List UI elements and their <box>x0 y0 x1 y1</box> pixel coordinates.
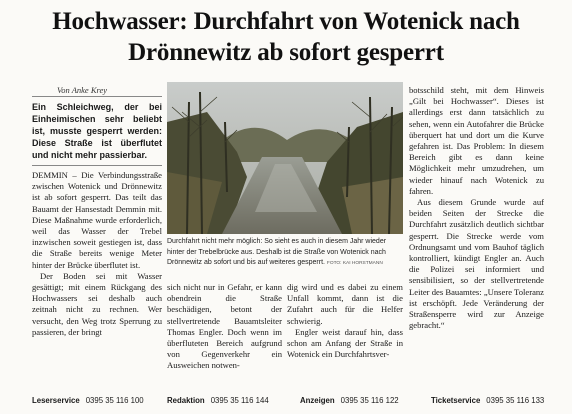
footer-label: Anzeigen <box>300 396 335 405</box>
footer-item-ticketservice <box>431 396 544 405</box>
flooded-road-illustration <box>167 82 403 234</box>
paragraph: DEMMIN – Die Verbindungsstraße zwischen Wotenick und Drönnewitz ist ab sofort gesperrt. Das teilt das Bauamt der Hansestadt Demmin mit. Diese Maßnahme wurde erforderlich, weil das Wasser der Trebel inzwischen soweit gestiegen ist, dass die Straße bereits wenige Meter hinter der Brücke überflutet ist. <box>32 170 162 270</box>
footer-number: 0395 35 116 144 <box>210 396 269 405</box>
paragraph: Engler weist darauf hin, dass schon am Anfang der Straße in Wotenick ein Durchfahrtsver- <box>287 326 403 360</box>
article-column-3 <box>287 282 403 360</box>
byline: Von Anke Krey <box>57 85 108 95</box>
lead-paragraph: Ein Schleichweg, der bei Einheimischen sehr beliebt ist, musste gesperrt werden: Diese Straße ist überflutet und nicht mehr passierbar. <box>32 102 162 160</box>
footer-label: Ticketservice <box>431 396 481 405</box>
photo-credit: FOTO: KAI HORSTMANN <box>326 261 383 266</box>
photo-caption <box>167 237 403 270</box>
paragraph: Aus diesem Grunde wurde auf beiden Seiten der Strecke die Durchfahrt zusätzlich deutlich sichtbar gesperrt. Die Strecke werde vom Ordnungsamt und vom Bauhof täglich kontrolliert, kündigt Engler an. Auch die Polizei sei informiert und sensibilisiert, so der stellvertretende Leiter des Bauamtes: „Unsere Toleranz ist erschöpft. Jede Veränderung der Straßensperre wird zur Anzeige gebracht.“ <box>409 197 544 331</box>
footer-item-anzeigen <box>300 396 399 405</box>
footer-item-redaktion <box>167 396 269 405</box>
paragraph: Der Boden sei mit Wasser gesättigt; mit einem Rückgang des Hochwassers sei deshalb auch zeitnah nicht zu rechnen. Wer versucht, den Weg trotz Sperrung zu passieren, der bringt <box>32 270 162 337</box>
service-footer <box>0 390 572 414</box>
article-column-1 <box>32 170 162 338</box>
footer-label: Leserservice <box>32 396 80 405</box>
headline <box>0 6 572 68</box>
divider <box>32 165 162 166</box>
headline-line-1: Hochwasser: Durchfahrt von Wotenick nach <box>52 8 520 35</box>
article-column-2 <box>167 282 282 372</box>
caption-text: Durchfahrt nicht mehr möglich: So sieht es auch in diesem Jahr wieder hinter der Trebelbrücke aus. Deshalb ist die Straße von Wotenick nach Drönnewitz ab sofort und bis auf weiteres gesperrt. <box>167 238 387 266</box>
footer-item-leserservice <box>32 396 144 405</box>
footer-number: 0395 35 116 100 <box>85 396 144 405</box>
footer-number: 0395 35 116 133 <box>486 396 545 405</box>
footer-label: Redaktion <box>167 396 205 405</box>
divider <box>32 96 162 97</box>
paragraph: sich nicht nur in Gefahr, er kann obendrein die Straße beschädigen, betont der stellvertretende Bauamtsleiter Thomas Engler. Doch wenn im überfluteten Bereich aufgrund von Gegenverkehr ein Ausweichen notwen- <box>167 282 282 371</box>
footer-number: 0395 35 116 122 <box>340 396 399 405</box>
flooded-road-photo <box>167 82 403 234</box>
paragraph: botsschild steht, mit dem Hinweis „Gilt bei Hochwasser“. Dieses ist allerdings erst dann tatsächlich zu sehen, wenn ein Autofahrer die Brücke überquert hat und dort um die Kurve gefahren ist. Das Problem: In diesem Bereich gibt es dann keine Möglichkeit mehr umzudrehen, um wieder hinauf nach Wotenick zu fahren. <box>409 85 544 196</box>
headline-line-2: Drönnewitz ab sofort gesperrt <box>128 39 444 66</box>
article-column-4 <box>409 85 544 331</box>
paragraph: dig wird und es dabei zu einem Unfall kommt, dann ist die Zufahrt auch für die Helfer schwierig. <box>287 282 403 326</box>
